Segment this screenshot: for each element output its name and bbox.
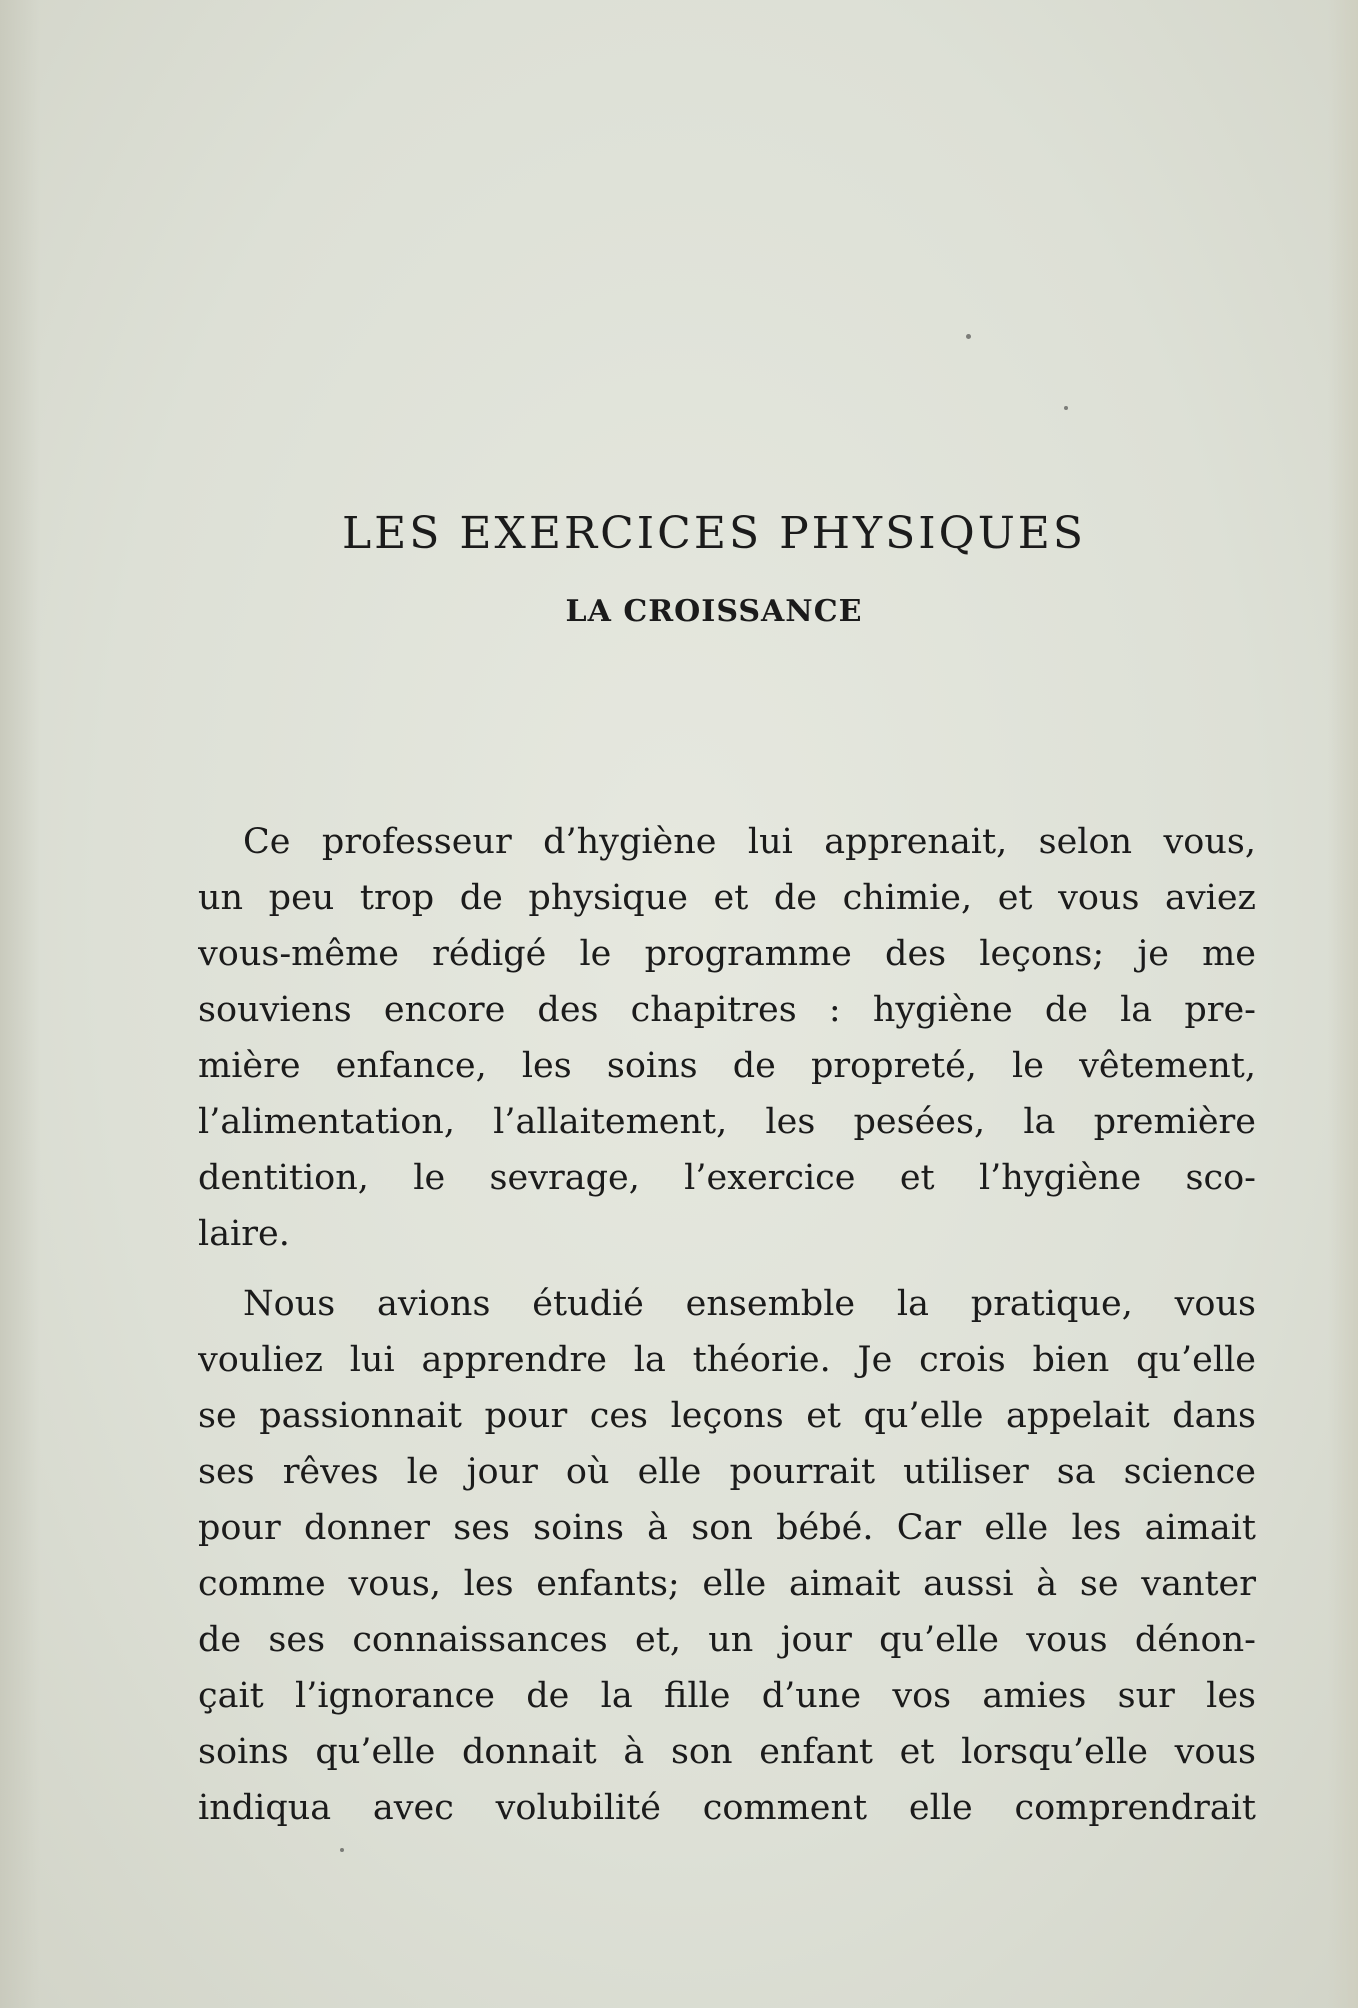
ink-speck bbox=[966, 334, 971, 339]
chapter-title: LES EXERCICES PHYSIQUES bbox=[341, 508, 1087, 559]
text-line: mière enfance, les soins de propreté, le vêtement, bbox=[198, 1046, 1256, 1086]
paragraph-gap bbox=[198, 1262, 1256, 1276]
page-edge-shadow-right bbox=[1328, 0, 1358, 2008]
paragraph-1 bbox=[198, 814, 1256, 1262]
page-edge-shadow-left bbox=[0, 0, 40, 2008]
paragraph-2 bbox=[198, 1276, 1256, 1836]
text-line: dentition, le sevrage, l’exercice et l’hygiène sco- bbox=[198, 1158, 1256, 1198]
text-line: ses rêves le jour où elle pourrait utiliser sa science bbox=[198, 1452, 1256, 1492]
text-line: de ses connaissances et, un jour qu’elle vous dénon- bbox=[198, 1620, 1256, 1660]
text-line: comme vous, les enfants; elle aimait aussi à se vanter bbox=[198, 1564, 1256, 1604]
body-text bbox=[198, 814, 1256, 1836]
text-line: laire. bbox=[198, 1214, 290, 1254]
text-line: vouliez lui apprendre la théorie. Je crois bien qu’elle bbox=[198, 1340, 1256, 1380]
text-line: Ce professeur d’hygiène lui apprenait, selon vous, bbox=[243, 822, 1256, 862]
chapter-subtitle: LA CROISSANCE bbox=[565, 594, 863, 629]
ink-speck bbox=[1064, 406, 1068, 410]
text-line: se passionnait pour ces leçons et qu’elle appelait dans bbox=[198, 1396, 1256, 1436]
text-line: souviens encore des chapitres : hygiène de la pre- bbox=[198, 990, 1256, 1030]
text-line: soins qu’elle donnait à son enfant et lorsqu’elle vous bbox=[198, 1732, 1256, 1772]
ink-speck bbox=[340, 1848, 344, 1852]
text-line: un peu trop de physique et de chimie, et vous aviez bbox=[198, 878, 1256, 918]
text-line: indiqua avec volubilité comment elle comprendrait bbox=[198, 1788, 1256, 1828]
text-line: Nous avions étudié ensemble la pratique, vous bbox=[243, 1284, 1256, 1324]
text-line: pour donner ses soins à son bébé. Car elle les aimait bbox=[198, 1508, 1256, 1548]
text-line: vous-même rédigé le programme des leçons; je me bbox=[198, 934, 1256, 974]
text-line: çait l’ignorance de la fille d’une vos amies sur les bbox=[198, 1676, 1256, 1716]
text-line: l’alimentation, l’allaitement, les pesées, la première bbox=[198, 1102, 1256, 1142]
